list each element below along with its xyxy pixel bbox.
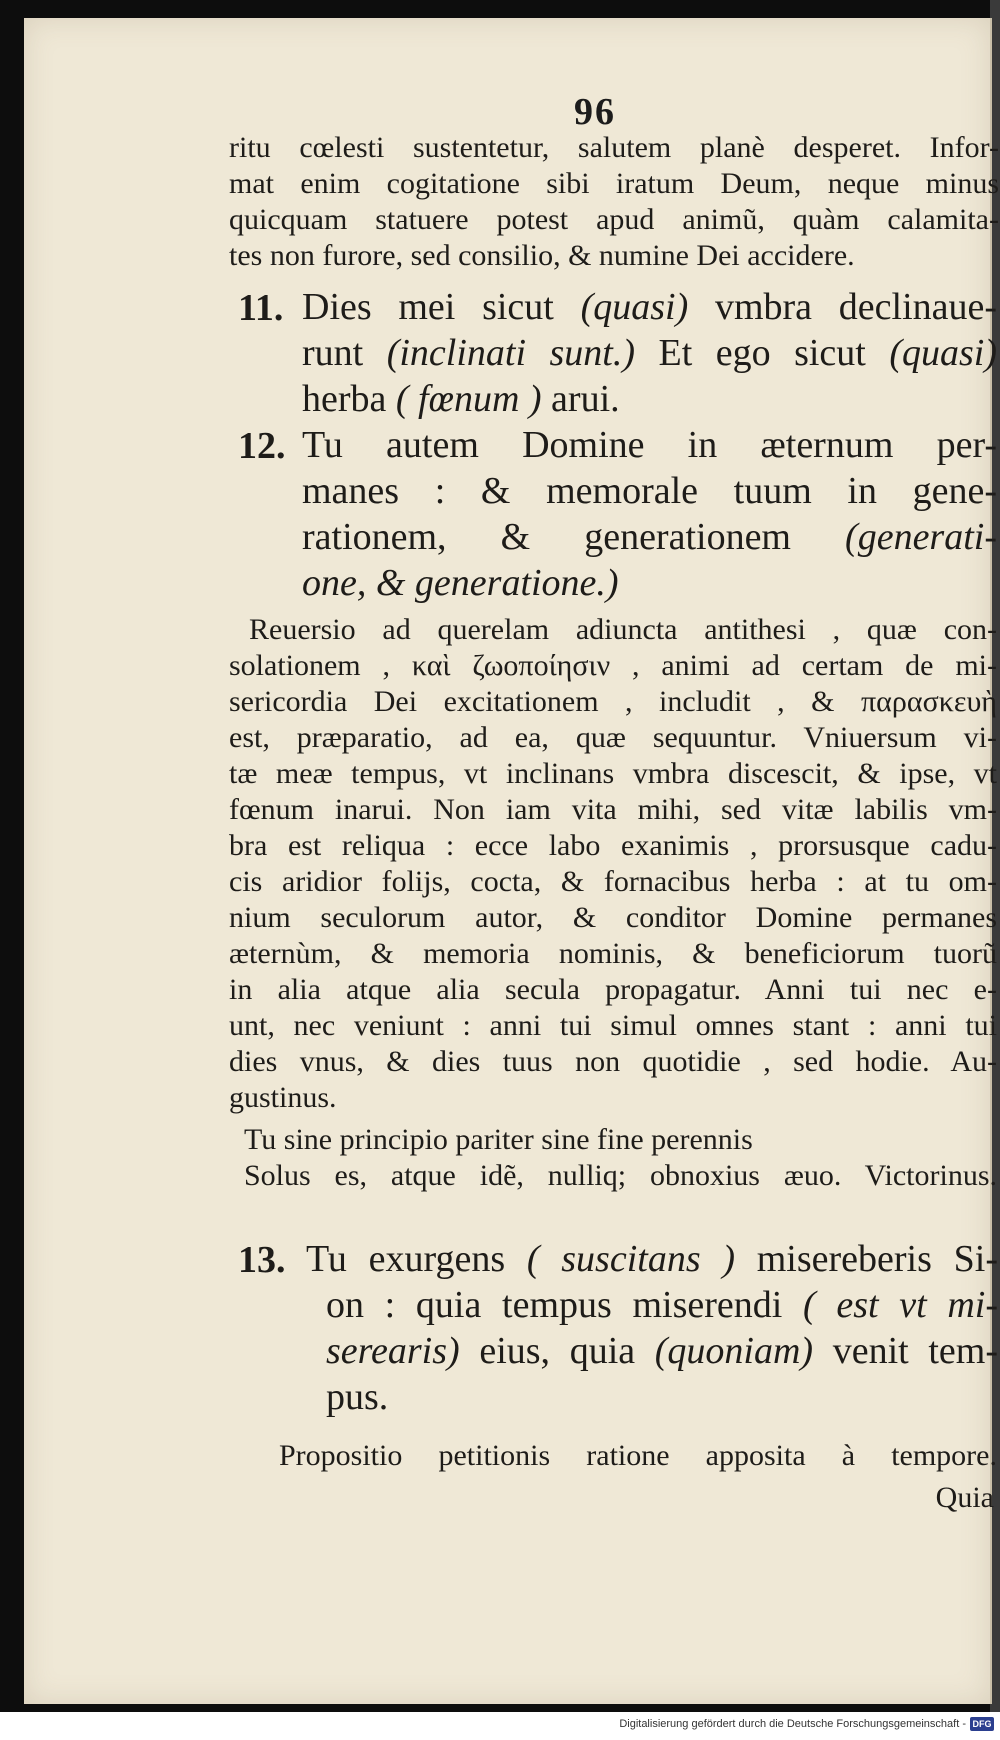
footer-bar: [0, 1712, 1000, 1740]
text-line: tæ meæ tempus, vt inclinans vmbra discescit, & ipse, vt: [229, 757, 997, 790]
text-line: in alia atque alia secula propagatur. Anni tui nec e-: [229, 973, 997, 1006]
text-line: nium seculorum autor, & conditor Domine permanes: [229, 901, 997, 934]
verse-line: pus.: [326, 1376, 389, 1418]
funding-credit: Digitalisierung gefördert durch die Deutsche Forschungsgemeinschaft -: [619, 1718, 966, 1730]
verse-line: runt (inclinati sunt.) Et ego sicut (quasi): [302, 332, 997, 374]
text-line: solationem , καὶ ζωοποίησιν , animi ad certam de mi-: [229, 649, 997, 682]
text-line: unt, nec veniunt : anni tui simul omnes stant : anni tui: [229, 1009, 997, 1042]
book-page: [24, 18, 999, 1704]
text-line: bra est reliqua : ecce labo exanimis , prorsusque cadu-: [229, 829, 997, 862]
verse-line: rationem, & generationem (generati-: [302, 516, 997, 558]
poem-line: Tu sine principio pariter sine fine perennis: [244, 1123, 753, 1156]
text-line: fœnum inarui. Non iam vita mihi, sed vitæ labilis vm-: [229, 793, 997, 826]
poem-line: Solus es, atque idẽ, nulliq; obnoxius æuo. Victorinus.: [244, 1159, 997, 1192]
verse-number: 12.: [238, 425, 286, 467]
text-line: quicquam statuere potest apud animũ, quàm calamita-: [229, 203, 999, 236]
verse-line: herba ( fœnum ) arui.: [302, 378, 620, 420]
text-line: Propositio petitionis ratione apposita à tempore.: [279, 1439, 997, 1472]
text-line: Reuersio ad querelam adiuncta antithesi , quæ con-: [249, 613, 997, 646]
verse-line: one, & generatione.): [302, 562, 619, 604]
dfg-logo-icon: DFG: [970, 1717, 994, 1731]
catchword: Quia: [935, 1481, 994, 1514]
text-line: dies vnus, & dies tuus non quotidie , sed hodie. Au-: [229, 1045, 997, 1078]
verse-line: serearis) eius, quia (quoniam) venit tem-: [326, 1330, 998, 1372]
text-line: mat enim cogitatione sibi iratum Deum, neque minus: [229, 167, 999, 200]
text-line: sericordia Dei excitationem , includit , & παρασκευὴ: [229, 685, 997, 718]
text-line: æternùm, & memoria nominis, & beneficiorum tuorũ: [229, 937, 997, 970]
page-number: 96: [574, 91, 616, 133]
verse-line: on : quia tempus miserendi ( est vt mi-: [326, 1284, 998, 1326]
text-line: gustinus.: [229, 1081, 337, 1114]
text-line: est, præparatio, ad ea, quæ sequuntur. Vniuersum vi-: [229, 721, 997, 754]
text-line: cis aridior folijs, cocta, & fornacibus herba : at tu om-: [229, 865, 997, 898]
text-line: ritu cœlesti sustentetur, salutem planè desperet. Infor-: [229, 131, 999, 164]
verse-number: 13.: [238, 1239, 286, 1281]
verse-line: Dies mei sicut (quasi) vmbra declinaue-: [302, 286, 998, 328]
verse-line: Tu autem Domine in æternum per-: [302, 424, 997, 466]
verse-line: manes : & memorale tuum in gene-: [302, 470, 997, 512]
verse-number: 11.: [238, 287, 284, 329]
verse-line: Tu exurgens ( suscitans ) misereberis Si-: [306, 1238, 998, 1280]
text-line: tes non furore, sed consilio, & numine Dei accidere.: [229, 239, 855, 272]
